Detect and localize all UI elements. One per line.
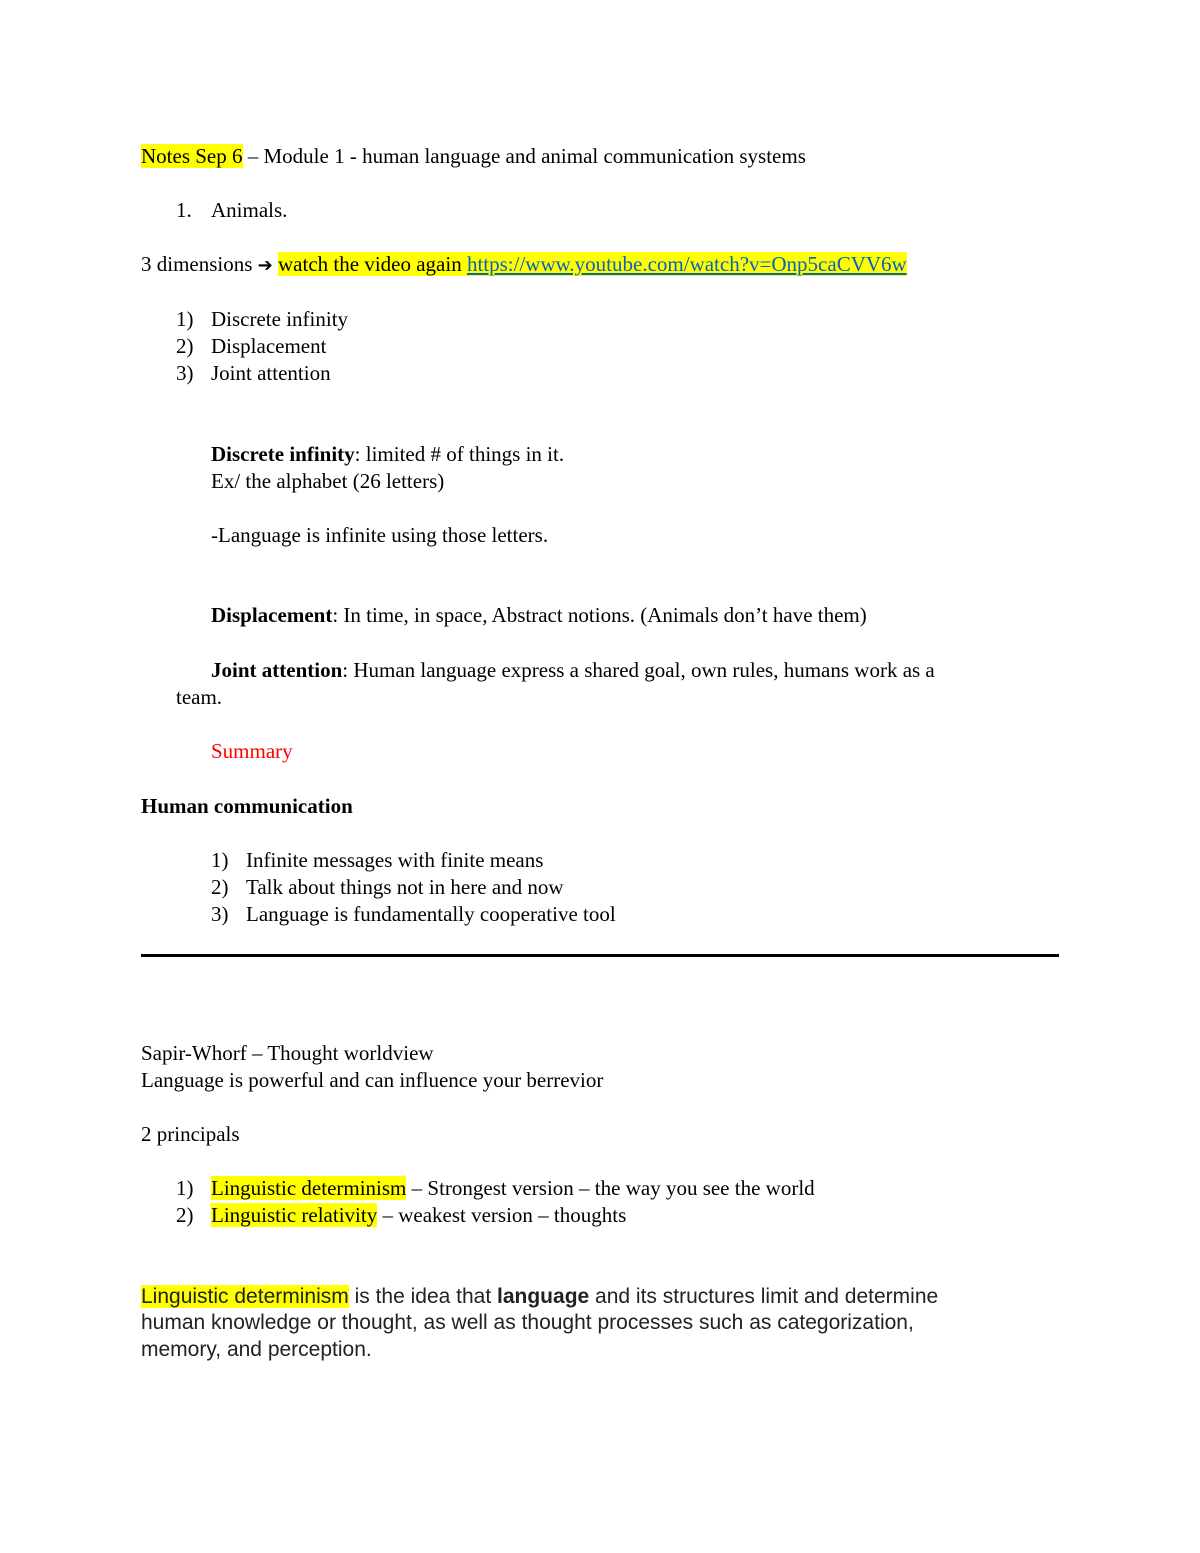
displacement-def <box>211 601 867 629</box>
title-rest: – Module 1 - human language and animal communication systems <box>242 144 806 168</box>
list-number: 1) <box>176 307 194 331</box>
discrete-example: Ex/ the alphabet (26 letters) <box>211 469 445 493</box>
definition-paragraph-line2: human knowledge or thought, as well as thought processes such as categorization, <box>141 1311 914 1334</box>
list-number: 2) <box>176 1203 194 1227</box>
section-subtitle: Language is powerful and can influence your berrevior <box>141 1068 604 1092</box>
list-number: 2) <box>176 334 194 358</box>
list-number: 2) <box>211 875 229 899</box>
video-note: watch the video again https://www.youtube.com/watch?v=Onp5caCVV6w <box>278 252 907 276</box>
definition-text: is the idea that <box>348 1285 498 1308</box>
definition-term: Linguistic determinism <box>141 1285 349 1308</box>
definition-text: : In time, in space, Abstract notions. (Animals don’t have them) <box>332 603 867 627</box>
definition-text: : limited # of things in it. <box>354 442 565 466</box>
list-item: Discrete infinity <box>211 307 349 331</box>
list-item: Displacement <box>211 334 327 358</box>
horizontal-divider <box>141 954 1059 957</box>
section-heading: Human communication <box>141 794 353 818</box>
page-title <box>141 142 806 170</box>
definition-text: : Human language express a shared goal, own rules, humans work as a <box>342 658 935 682</box>
list-item-animals: Animals. <box>211 198 288 222</box>
list-item: Talk about things not in here and now <box>246 875 564 899</box>
definition-paragraph-line1 <box>141 1282 938 1311</box>
definition-text: and its structures limit and determine <box>589 1285 939 1308</box>
list-number: 3) <box>211 902 229 926</box>
discrete-infinity-def <box>211 440 564 468</box>
principle-desc: – weakest version – thoughts <box>377 1203 627 1227</box>
joint-attention-def <box>211 656 935 684</box>
list-number: 1) <box>176 1176 194 1200</box>
joint-attention-cont: team. <box>176 685 223 709</box>
term: Joint attention <box>211 658 343 682</box>
title-highlight: Notes Sep 6 <box>141 144 243 168</box>
discrete-note: -Language is infinite using those letters. <box>211 523 549 547</box>
list-item: Joint attention <box>211 361 331 385</box>
video-link[interactable]: https://www.youtube.com/watch?v=Onp5caCVV6w <box>466 252 907 276</box>
dimensions-prefix: 3 dimensions <box>141 252 258 276</box>
list-item: Language is fundamentally cooperative tool <box>246 902 616 926</box>
term: Displacement <box>211 603 333 627</box>
arrow-right-icon: ➔ <box>257 255 273 276</box>
principle-desc: – Strongest version – the way you see the world <box>406 1176 815 1200</box>
definition-paragraph-line3: memory, and perception. <box>141 1338 372 1361</box>
principle-term: Linguistic relativity <box>211 1203 378 1227</box>
list-number: 3) <box>176 361 194 385</box>
principles-label: 2 principals <box>141 1122 240 1146</box>
summary-label: Summary <box>211 739 293 763</box>
list-item: Infinite messages with finite means <box>246 848 544 872</box>
list-number: 1) <box>211 848 229 872</box>
definition-bold: language <box>497 1285 590 1308</box>
term: Discrete infinity <box>211 442 355 466</box>
section-title: Sapir-Whorf – Thought worldview <box>141 1041 434 1065</box>
principle-item <box>211 1174 815 1202</box>
list-number: 1. <box>176 198 192 222</box>
dimensions-line <box>141 250 907 280</box>
principle-item <box>211 1201 626 1229</box>
principle-term: Linguistic determinism <box>211 1176 407 1200</box>
